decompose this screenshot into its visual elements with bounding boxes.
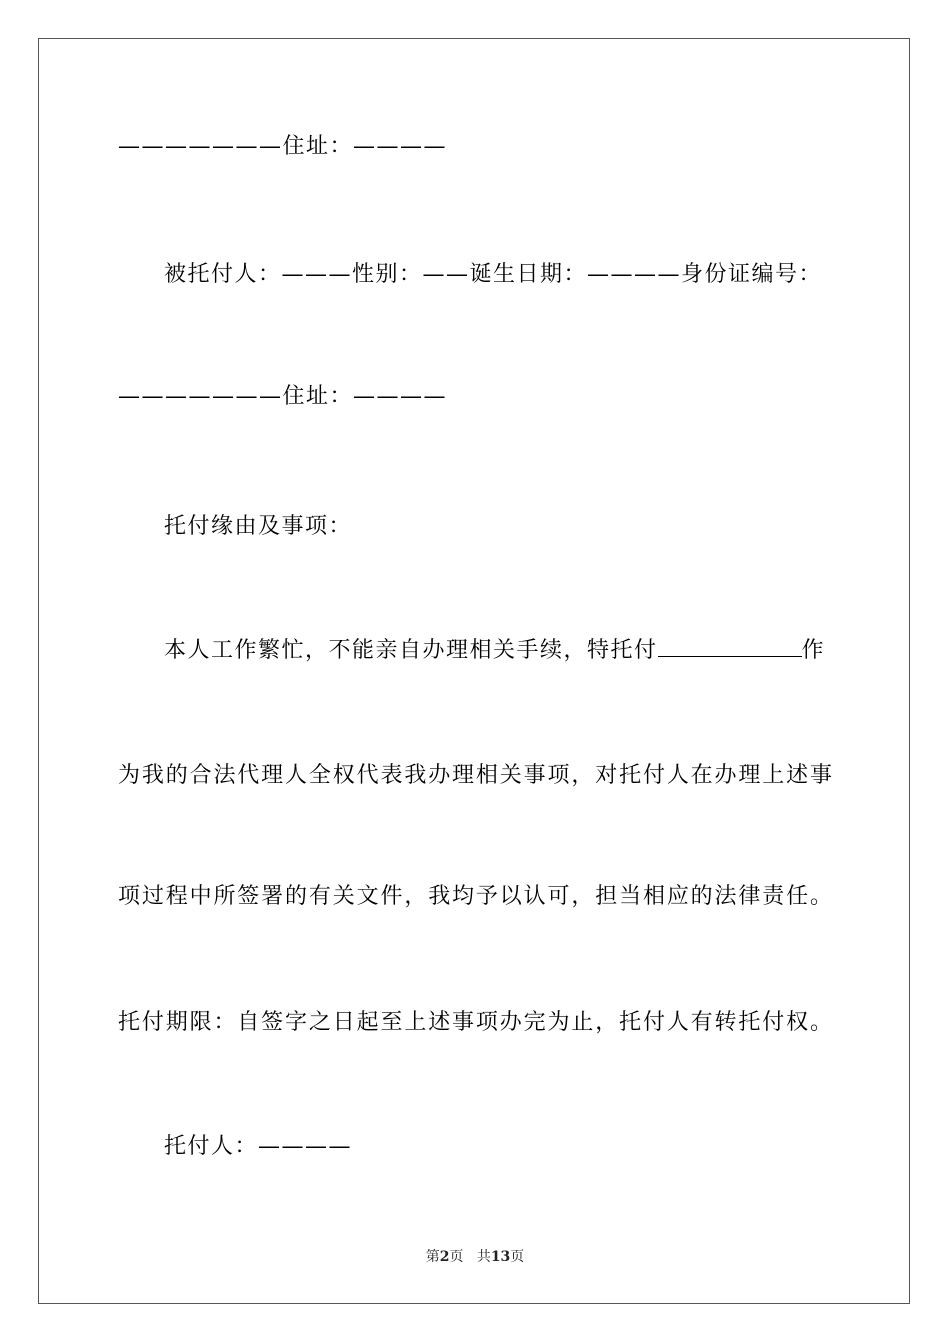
statement-tail: 作 (801, 638, 826, 663)
principal-address-line: ———————住址：———— (118, 134, 448, 159)
total-prefix: 共 (476, 1249, 491, 1265)
page-footer (0, 1248, 950, 1266)
signature-line: 托付人：———— (164, 1134, 353, 1159)
total-suffix: 页 (510, 1249, 525, 1265)
agent-info-line: 被托付人：———性别：——诞生日期：————身份证编号： (164, 262, 823, 287)
total-pages: 13 (490, 1249, 511, 1265)
page-suffix: 页 (449, 1249, 464, 1265)
reason-heading: 托付缘由及事项： (164, 514, 353, 539)
statement-line-1 (164, 636, 825, 664)
agent-address-line: ———————住址：———— (118, 384, 448, 409)
statement-line-3: 项过程中所签署的有关文件，我均予以认可，担当相应的法律责任。 (118, 884, 832, 909)
page-prefix: 第 (425, 1249, 440, 1265)
page-number: 2 (439, 1249, 450, 1265)
page-border (38, 38, 910, 1304)
statement-line-2: 为我的合法代理人全权代表我办理相关事项，对托付人在办理上述事 (118, 763, 832, 788)
agent-name-blank (658, 636, 802, 657)
statement-text: 本人工作繁忙，不能亲自办理相关手续，特托付 (164, 638, 658, 663)
period-line: 托付期限：自签字之日起至上述事项办完为止，托付人有转托付权。 (118, 1010, 832, 1035)
